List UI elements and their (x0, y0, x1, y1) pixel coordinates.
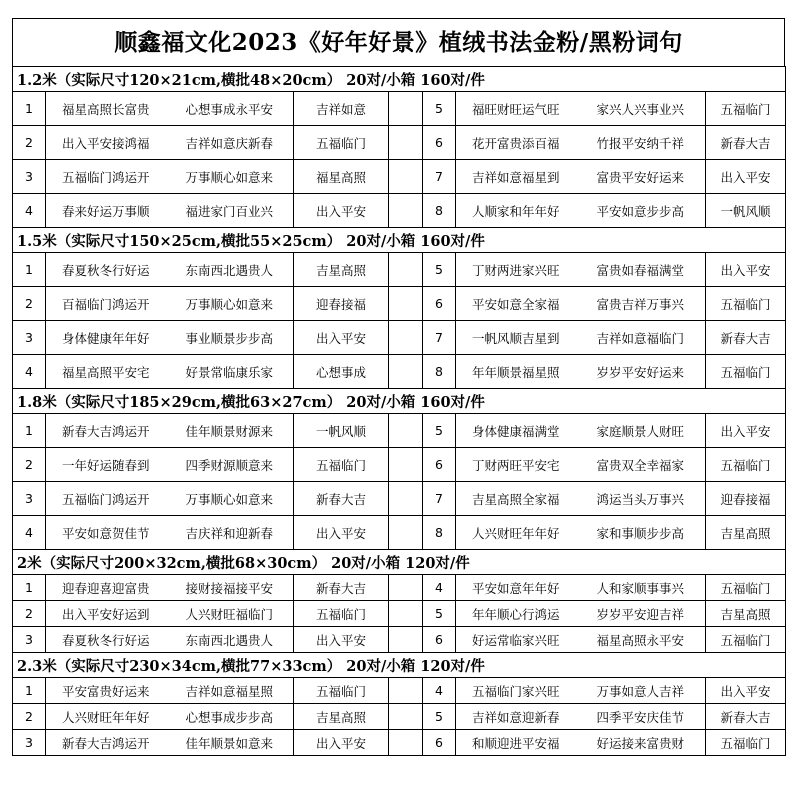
spacer-cell (389, 730, 423, 756)
upper-line: 人顺家和年年好 (456, 194, 576, 228)
lower-line: 吉祥如意庆新春 (166, 126, 294, 160)
lower-line: 心想事成永平安 (166, 92, 294, 126)
upper-line: 吉祥如意迎新春 (456, 704, 576, 730)
item-number: 5 (423, 601, 456, 627)
item-number: 4 (13, 194, 46, 228)
lower-line: 佳年顺景财源来 (166, 414, 294, 448)
spacer-cell (389, 253, 423, 287)
banner-text: 吉祥如意 (294, 92, 389, 126)
banner-text: 吉星高照 (706, 516, 786, 550)
item-number: 7 (423, 160, 456, 194)
table-row (13, 601, 786, 627)
table-row (13, 92, 786, 126)
lower-line: 万事顺心如意来 (166, 160, 294, 194)
table-row (13, 678, 786, 704)
lower-line: 好运接来富贵财 (576, 730, 706, 756)
upper-line: 福星高照长富贵 (46, 92, 166, 126)
banner-text: 出入平安 (706, 253, 786, 287)
banner-text: 五福临门 (706, 92, 786, 126)
banner-text: 出入平安 (294, 516, 389, 550)
table-row (13, 287, 786, 321)
item-number: 2 (13, 601, 46, 627)
lower-line: 家庭顺景人财旺 (576, 414, 706, 448)
banner-text: 出入平安 (294, 321, 389, 355)
lower-line: 万事顺心如意来 (166, 287, 294, 321)
item-number: 6 (423, 126, 456, 160)
banner-text: 出入平安 (294, 194, 389, 228)
upper-line: 五福临门鸿运开 (46, 160, 166, 194)
table-row (13, 575, 786, 601)
lower-line: 吉祥如意福星照 (166, 678, 294, 704)
spacer-cell (389, 448, 423, 482)
table-row (13, 126, 786, 160)
upper-line: 福星高照平安宅 (46, 355, 166, 389)
upper-line: 迎春迎喜迎富贵 (46, 575, 166, 601)
banner-text: 五福临门 (706, 355, 786, 389)
upper-line: 吉祥如意福星到 (456, 160, 576, 194)
upper-line: 好运常临家兴旺 (456, 627, 576, 653)
item-number: 4 (423, 678, 456, 704)
item-number: 4 (13, 516, 46, 550)
lower-line: 心想事成步步高 (166, 704, 294, 730)
spacer-cell (389, 414, 423, 448)
lower-line: 鸿运当头万事兴 (576, 482, 706, 516)
item-number: 8 (423, 516, 456, 550)
table-row (13, 482, 786, 516)
upper-line: 和顺迎进平安福 (456, 730, 576, 756)
item-number: 6 (423, 627, 456, 653)
spacer-cell (389, 160, 423, 194)
spacer-cell (389, 516, 423, 550)
lower-line: 吉祥如意福临门 (576, 321, 706, 355)
upper-line: 丁财两进家兴旺 (456, 253, 576, 287)
upper-line: 人兴财旺年年好 (46, 704, 166, 730)
banner-text: 新春大吉 (706, 126, 786, 160)
upper-line: 新春大吉鸿运开 (46, 414, 166, 448)
spacer-cell (389, 575, 423, 601)
table-row (13, 730, 786, 756)
item-number: 5 (423, 92, 456, 126)
lower-line: 佳年顺景如意来 (166, 730, 294, 756)
item-number: 3 (13, 482, 46, 516)
item-number: 3 (13, 160, 46, 194)
item-number: 6 (423, 730, 456, 756)
upper-line: 春夏秋冬行好运 (46, 627, 166, 653)
banner-text: 福星高照 (294, 160, 389, 194)
upper-line: 花开富贵添百福 (456, 126, 576, 160)
lower-line: 岁岁平安迎吉祥 (576, 601, 706, 627)
lower-line: 平安如意步步高 (576, 194, 706, 228)
spacer-cell (389, 601, 423, 627)
item-number: 6 (423, 287, 456, 321)
item-number: 1 (13, 575, 46, 601)
upper-line: 出入平安好运到 (46, 601, 166, 627)
banner-text: 五福临门 (706, 575, 786, 601)
item-number: 2 (13, 448, 46, 482)
upper-line: 五福临门鸿运开 (46, 482, 166, 516)
banner-text: 迎春接福 (294, 287, 389, 321)
item-number: 2 (13, 704, 46, 730)
banner-text: 新春大吉 (294, 482, 389, 516)
lower-line: 富贵吉祥万事兴 (576, 287, 706, 321)
upper-line: 平安如意年年好 (456, 575, 576, 601)
section-header (13, 653, 786, 678)
lower-line: 事业顺景步步高 (166, 321, 294, 355)
lower-line: 好景常临康乐家 (166, 355, 294, 389)
spacer-cell (389, 126, 423, 160)
section-header (13, 228, 786, 253)
banner-text: 五福临门 (294, 126, 389, 160)
item-number: 5 (423, 704, 456, 730)
item-number: 4 (423, 575, 456, 601)
item-number: 2 (13, 287, 46, 321)
banner-text: 五福临门 (294, 601, 389, 627)
banner-text: 新春大吉 (294, 575, 389, 601)
upper-line: 人兴财旺年年好 (456, 516, 576, 550)
section-header (13, 550, 786, 575)
banner-text: 一帆风顺 (706, 194, 786, 228)
upper-line: 出入平安接鸿福 (46, 126, 166, 160)
lower-line: 福进家门百业兴 (166, 194, 294, 228)
lower-line: 富贵双全幸福家 (576, 448, 706, 482)
banner-text: 迎春接福 (706, 482, 786, 516)
spacer-cell (389, 194, 423, 228)
spacer-cell (389, 482, 423, 516)
item-number: 4 (13, 355, 46, 389)
upper-line: 福旺财旺运气旺 (456, 92, 576, 126)
spacer-cell (389, 627, 423, 653)
item-number: 5 (423, 253, 456, 287)
table-row (13, 627, 786, 653)
lower-line: 人和家顺事事兴 (576, 575, 706, 601)
lower-line: 福星高照永平安 (576, 627, 706, 653)
banner-text: 吉星高照 (294, 253, 389, 287)
table-row (13, 355, 786, 389)
upper-line: 春夏秋冬行好运 (46, 253, 166, 287)
banner-text: 五福临门 (706, 448, 786, 482)
table-row (13, 704, 786, 730)
lower-line: 竹报平安纳千祥 (576, 126, 706, 160)
item-number: 8 (423, 355, 456, 389)
upper-line: 一年好运随春到 (46, 448, 166, 482)
banner-text: 吉星高照 (706, 601, 786, 627)
spacer-cell (389, 704, 423, 730)
banner-text: 新春大吉 (706, 704, 786, 730)
banner-text: 出入平安 (294, 627, 389, 653)
spacer-cell (389, 287, 423, 321)
item-number: 2 (13, 126, 46, 160)
upper-line: 吉星高照全家福 (456, 482, 576, 516)
item-number: 5 (423, 414, 456, 448)
lower-line: 接财接福接平安 (166, 575, 294, 601)
lower-line: 家兴人兴事业兴 (576, 92, 706, 126)
spacer-cell (389, 321, 423, 355)
price-sheet (12, 18, 785, 782)
section-spec: 1.2米（实际尺寸120×21cm,横批48×20cm） 20对/小箱 160对/件 (13, 67, 786, 92)
spacer-cell (389, 678, 423, 704)
banner-text: 一帆风顺 (294, 414, 389, 448)
lower-line: 东南西北遇贵人 (166, 627, 294, 653)
upper-line: 身体健康福满堂 (456, 414, 576, 448)
table-row (13, 414, 786, 448)
upper-line: 年年顺景福星照 (456, 355, 576, 389)
banner-text: 五福临门 (294, 678, 389, 704)
lower-line: 东南西北遇贵人 (166, 253, 294, 287)
table-row (13, 321, 786, 355)
item-number: 8 (423, 194, 456, 228)
upper-line: 身体健康年年好 (46, 321, 166, 355)
upper-line: 年年顺心行鸿运 (456, 601, 576, 627)
table-row (13, 194, 786, 228)
item-number: 3 (13, 321, 46, 355)
item-number: 6 (423, 448, 456, 482)
section-spec: 1.5米（实际尺寸150×25cm,横批55×25cm） 20对/小箱 160对/件 (13, 228, 786, 253)
section-spec: 2.3米（实际尺寸230×34cm,横批77×33cm） 20对/小箱 120对/件 (13, 653, 786, 678)
banner-text: 出入平安 (706, 678, 786, 704)
banner-text: 出入平安 (706, 414, 786, 448)
section-spec: 2米（实际尺寸200×32cm,横批68×30cm） 20对/小箱 120对/件 (13, 550, 786, 575)
item-number: 7 (423, 321, 456, 355)
lower-line: 富贵平安好运来 (576, 160, 706, 194)
banner-text: 吉星高照 (294, 704, 389, 730)
upper-line: 平安富贵好运来 (46, 678, 166, 704)
banner-text: 五福临门 (706, 287, 786, 321)
upper-line: 五福临门家兴旺 (456, 678, 576, 704)
section-spec: 1.8米（实际尺寸185×29cm,横批63×27cm） 20对/小箱 160对/件 (13, 389, 786, 414)
item-number: 1 (13, 253, 46, 287)
item-number: 1 (13, 414, 46, 448)
item-number: 1 (13, 678, 46, 704)
table-row (13, 516, 786, 550)
upper-line: 一帆风顺吉星到 (456, 321, 576, 355)
banner-text: 出入平安 (706, 160, 786, 194)
lower-line: 万事如意人吉祥 (576, 678, 706, 704)
lower-line: 四季平安庆佳节 (576, 704, 706, 730)
banner-text: 新春大吉 (706, 321, 786, 355)
couplet-table (12, 66, 786, 756)
upper-line: 平安如意贺佳节 (46, 516, 166, 550)
item-number: 3 (13, 730, 46, 756)
banner-text: 五福临门 (706, 627, 786, 653)
upper-line: 新春大吉鸿运开 (46, 730, 166, 756)
spacer-cell (389, 92, 423, 126)
upper-line: 丁财两旺平安宅 (456, 448, 576, 482)
lower-line: 万事顺心如意来 (166, 482, 294, 516)
item-number: 7 (423, 482, 456, 516)
banner-text: 出入平安 (294, 730, 389, 756)
lower-line: 岁岁平安好运来 (576, 355, 706, 389)
lower-line: 吉庆祥和迎新春 (166, 516, 294, 550)
spacer-cell (389, 355, 423, 389)
item-number: 3 (13, 627, 46, 653)
item-number: 1 (13, 92, 46, 126)
banner-text: 心想事成 (294, 355, 389, 389)
section-header (13, 67, 786, 92)
banner-text: 五福临门 (294, 448, 389, 482)
lower-line: 家和事顺步步高 (576, 516, 706, 550)
sheet-title: 顺鑫福文化2023《好年好景》植绒书法金粉/黑粉词句 (12, 18, 785, 66)
lower-line: 人兴财旺福临门 (166, 601, 294, 627)
table-row (13, 253, 786, 287)
upper-line: 春来好运万事顺 (46, 194, 166, 228)
upper-line: 平安如意全家福 (456, 287, 576, 321)
lower-line: 富贵如春福满堂 (576, 253, 706, 287)
table-row (13, 448, 786, 482)
section-header (13, 389, 786, 414)
banner-text: 五福临门 (706, 730, 786, 756)
lower-line: 四季财源顺意来 (166, 448, 294, 482)
table-row (13, 160, 786, 194)
upper-line: 百福临门鸿运开 (46, 287, 166, 321)
